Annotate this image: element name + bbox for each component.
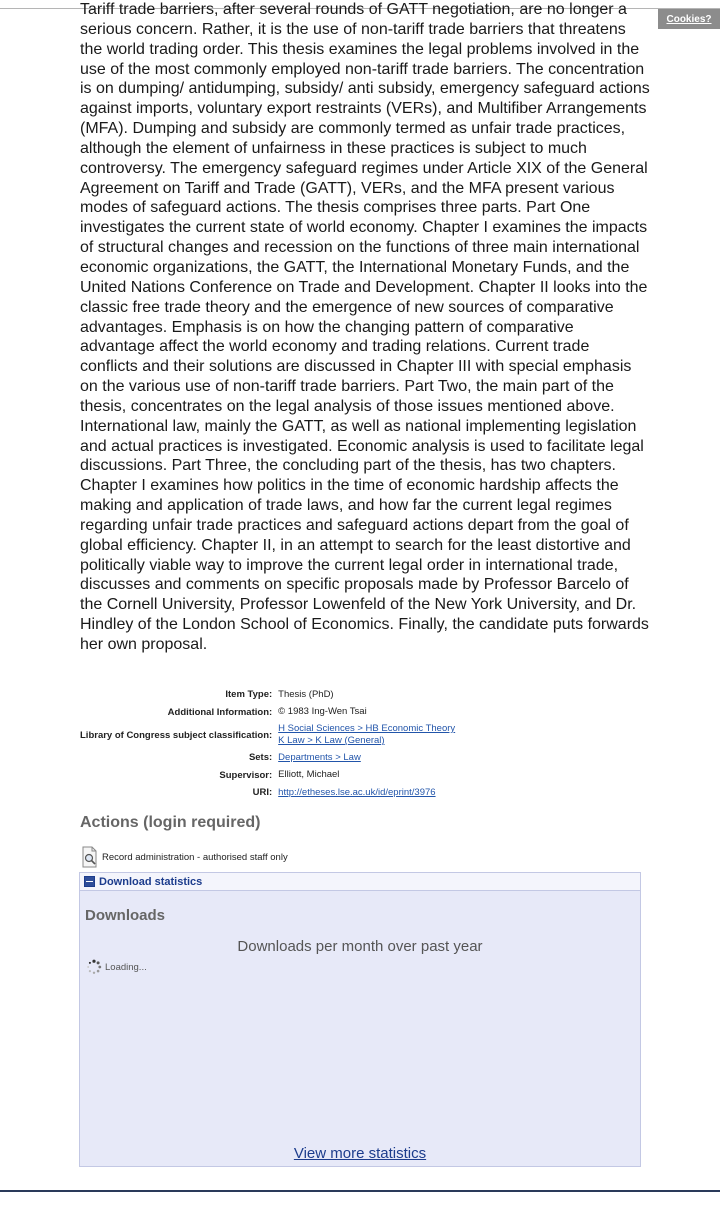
- additional-info-label: Additional Information:: [167, 706, 273, 718]
- spinner-icon: [86, 959, 102, 975]
- record-admin-link[interactable]: [82, 846, 288, 868]
- metadata-row-item-type: [80, 686, 455, 704]
- item-type-value: Thesis (PhD): [278, 688, 334, 700]
- metadata-row-loc: [80, 721, 455, 749]
- loc-label: Library of Congress subject classification:: [80, 729, 273, 741]
- downloads-heading: Downloads: [85, 907, 166, 924]
- sets-value: [278, 749, 455, 767]
- additional-info-value: © 1983 Ing-Wen Tsai: [278, 706, 367, 718]
- sets-label: Sets:: [248, 752, 273, 764]
- chart-title: Downloads per month over past year: [237, 938, 483, 955]
- item-type-label: Item Type:: [225, 689, 273, 701]
- metadata-row-uri: [80, 784, 455, 802]
- loc-value: [278, 721, 455, 749]
- supervisor-value: Elliott, Michael: [278, 769, 340, 781]
- uri-value: [278, 784, 455, 802]
- abstract-text: Tariff trade barriers, after several rounds of GATT negotiation, are no longer a serious concern. Rather, it is the use of non-tariff trade barriers that threatens the world trading order. This thesis examines the legal problems involved in the use of the most commonly employed non-tariff trade barriers. The concentration is on dumping/ antidumping, subsidy/ anti subsidy, emergency safeguard actions against imports, voluntary export restraints (VERs), and Multifiber Arrangements (MFA). Dumping and subsidy are commonly termed as unfair trade practices, although the element of unfairness in these practices is subject to much controversy. The emergency safeguard regimes under Article XIX of the General Agreement on Tariff and Trade (GATT), VERs, and the MFA present various modes of safeguard actions. The thesis comprises three parts. Part One investigates the current state of world economy. Chapter I examines the impacts of structural changes and recession on the functions of three main international economic organizations, the GATT, the International Monetary Funds, and the United Nations Conference on Trade and Development. Chapter II looks into the classic free trade theory and the emergence of new sources of comparative advantages. Emphasis is on how the changing pattern of comparative advantage affect the world economy and trading relations. Current trade conflicts and their solutions are discussed in Chapter III with special emphasis on the various use of non-tariff trade barriers. Part Two, the main part of the thesis, concentrates on the legal analysis of those issues mentioned above. International law, mainly the GATT, as well as national implementing legislation and actual practices is investigated. Economic analysis is used to facilitate legal discussions. Part Three, the concluding part of the thesis, has two chapters. Chapter I examines how politics in the time of economic hardship affects the making and application of trade laws, and how far the current legal regimes regarding unfair trade practices and safeguard actions depart from the goal of global efficiency. Chapter II, in an attempt to search for the least distortive and politically viable way to improve the current legal order in international trade, discusses and comments on specific proposals made by Professor Barcelo of the Cornell University, Professor Lowenfeld of the New York University, and Dr. Hindley of the London School of Economics. Finally, the candidate puts forwards her own proposal.: [80, 1, 650, 653]
- view-more-statistics-link[interactable]: View more statistics: [293, 1145, 427, 1162]
- collapse-icon: [84, 876, 95, 887]
- metadata-row-supervisor: [80, 767, 455, 785]
- loading-label: Loading...: [105, 961, 147, 973]
- loc-link-law-general[interactable]: K Law > K Law (General): [278, 735, 385, 746]
- supervisor-label: Supervisor:: [219, 769, 273, 781]
- record-admin-label: Record administration - authorised staff only: [102, 851, 288, 863]
- actions-heading: Actions (login required): [80, 814, 261, 831]
- metadata-row-sets: [80, 749, 455, 767]
- sets-link-law[interactable]: Departments > Law: [278, 751, 361, 763]
- metadata-row-additional-info: [80, 704, 455, 722]
- metadata-table: [80, 686, 455, 802]
- cookies-button[interactable]: Cookies?: [658, 9, 720, 29]
- loc-link-economic-theory[interactable]: H Social Sciences > HB Economic Theory: [278, 723, 456, 734]
- footer-divider: [0, 1190, 720, 1192]
- download-statistics-toggle[interactable]: [80, 873, 640, 891]
- download-statistics-label: Download statistics: [99, 875, 203, 888]
- magnifier-document-icon: [82, 846, 98, 868]
- uri-label: URI:: [252, 787, 273, 799]
- loading-indicator: [86, 959, 147, 975]
- download-statistics-panel: [79, 872, 641, 1167]
- uri-link[interactable]: http://etheses.lse.ac.uk/id/eprint/3976: [278, 786, 436, 798]
